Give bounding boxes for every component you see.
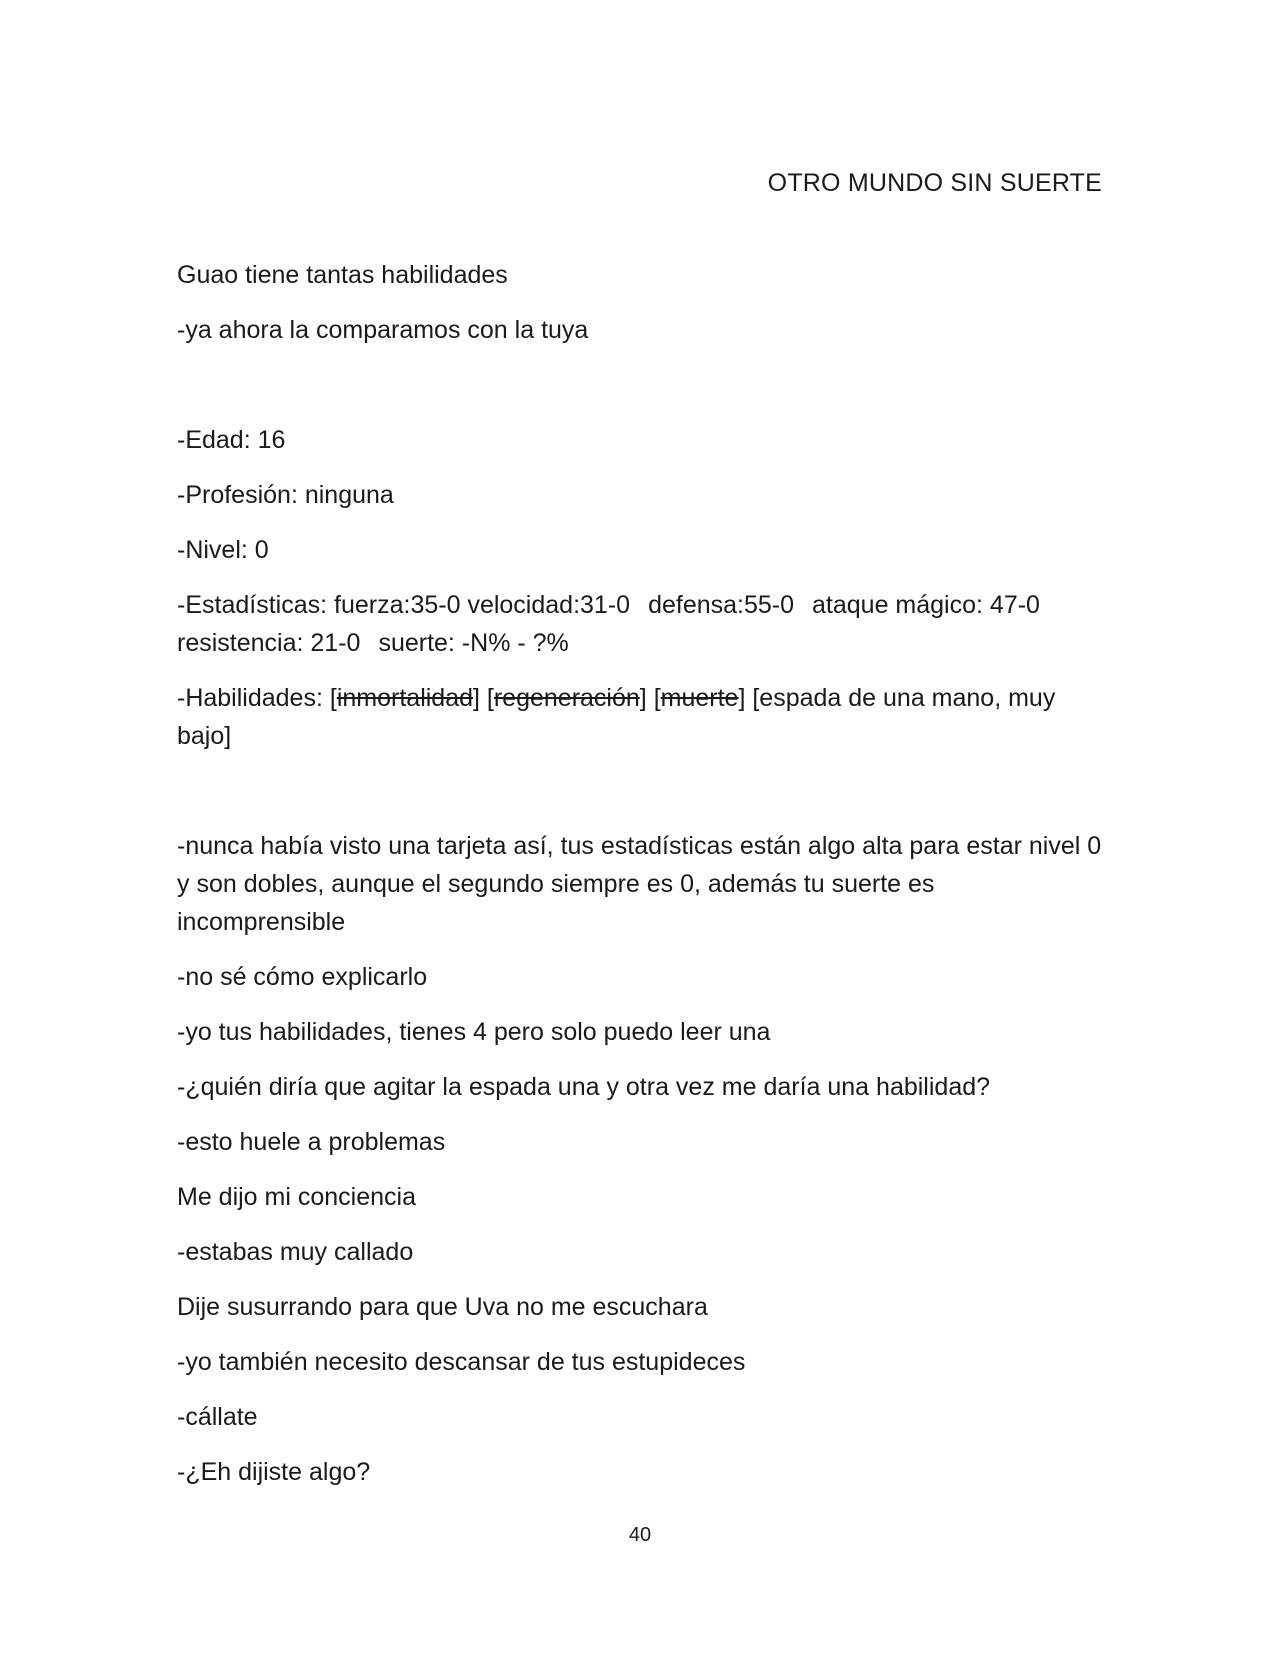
- skill-inmortalidad: inmortalidad: [336, 684, 474, 712]
- stat-fuerza: fuerza:35-0: [334, 591, 461, 619]
- stat-resistencia: resistencia: 21-0: [177, 629, 361, 657]
- body-text: [177, 256, 1107, 1508]
- narration-line: Dije susurrando para que Uva no me escuchara: [177, 1293, 708, 1321]
- stat-defensa: defensa:55-0: [648, 591, 795, 619]
- page-number: 40: [628, 1524, 652, 1546]
- skill-regeneracion: regeneración: [493, 684, 640, 712]
- dialogue-line: -nunca había visto una tarjeta así, tus estadísticas están algo alta para estar nivel 0 y son dobles, aunque el segundo siempre es 0, además tu suerte es incomprensible: [177, 832, 1102, 936]
- stats-label: -Estadísticas:: [177, 591, 328, 619]
- card-stats: [177, 586, 1107, 662]
- paragraph: -ya ahora la comparamos con la tuya: [177, 316, 589, 344]
- card-edad: -Edad: 16: [177, 426, 286, 454]
- dialogue-line: -yo tus habilidades, tienes 4 pero solo puedo leer una: [177, 1018, 771, 1046]
- dialogue-line: -esto huele a problemas: [177, 1128, 446, 1156]
- skill-espada: espada de una mano, muy bajo: [177, 684, 1056, 750]
- narration-line: Me dijo mi conciencia: [177, 1183, 416, 1211]
- paragraph: Guao tiene tantas habilidades: [177, 261, 508, 289]
- stat-velocidad: velocidad:31-0: [467, 591, 631, 619]
- card-nivel: -Nivel: 0: [177, 536, 269, 564]
- card-profesion: -Profesión: ninguna: [177, 481, 394, 509]
- dialogue-line: -¿Eh dijiste algo?: [177, 1458, 371, 1486]
- dialogue-line: -cállate: [177, 1403, 258, 1431]
- dialogue-line: -yo también necesito descansar de tus estupideces: [177, 1348, 746, 1376]
- dialogue-line: -¿quién diría que agitar la espada una y otra vez me daría una habilidad?: [177, 1073, 991, 1101]
- skill-muerte: muerte: [660, 684, 739, 712]
- spacer: [177, 772, 1107, 827]
- stat-suerte: suerte: -N% - ?%: [378, 629, 569, 657]
- dialogue-line: -estabas muy callado: [177, 1238, 414, 1266]
- dialogue-line: -no sé cómo explicarlo: [177, 963, 428, 991]
- stat-ataque-magico: ataque mágico: 47-0: [812, 591, 1040, 619]
- running-header: OTRO MUNDO SIN SUERTE: [767, 169, 1102, 197]
- skills-label: -Habilidades:: [177, 684, 323, 712]
- spacer: [177, 366, 1107, 421]
- card-skills: -Habilidades: [inmortalidad] [regeneración] [muerte] [espada de una mano, muy bajo]: [177, 684, 1056, 750]
